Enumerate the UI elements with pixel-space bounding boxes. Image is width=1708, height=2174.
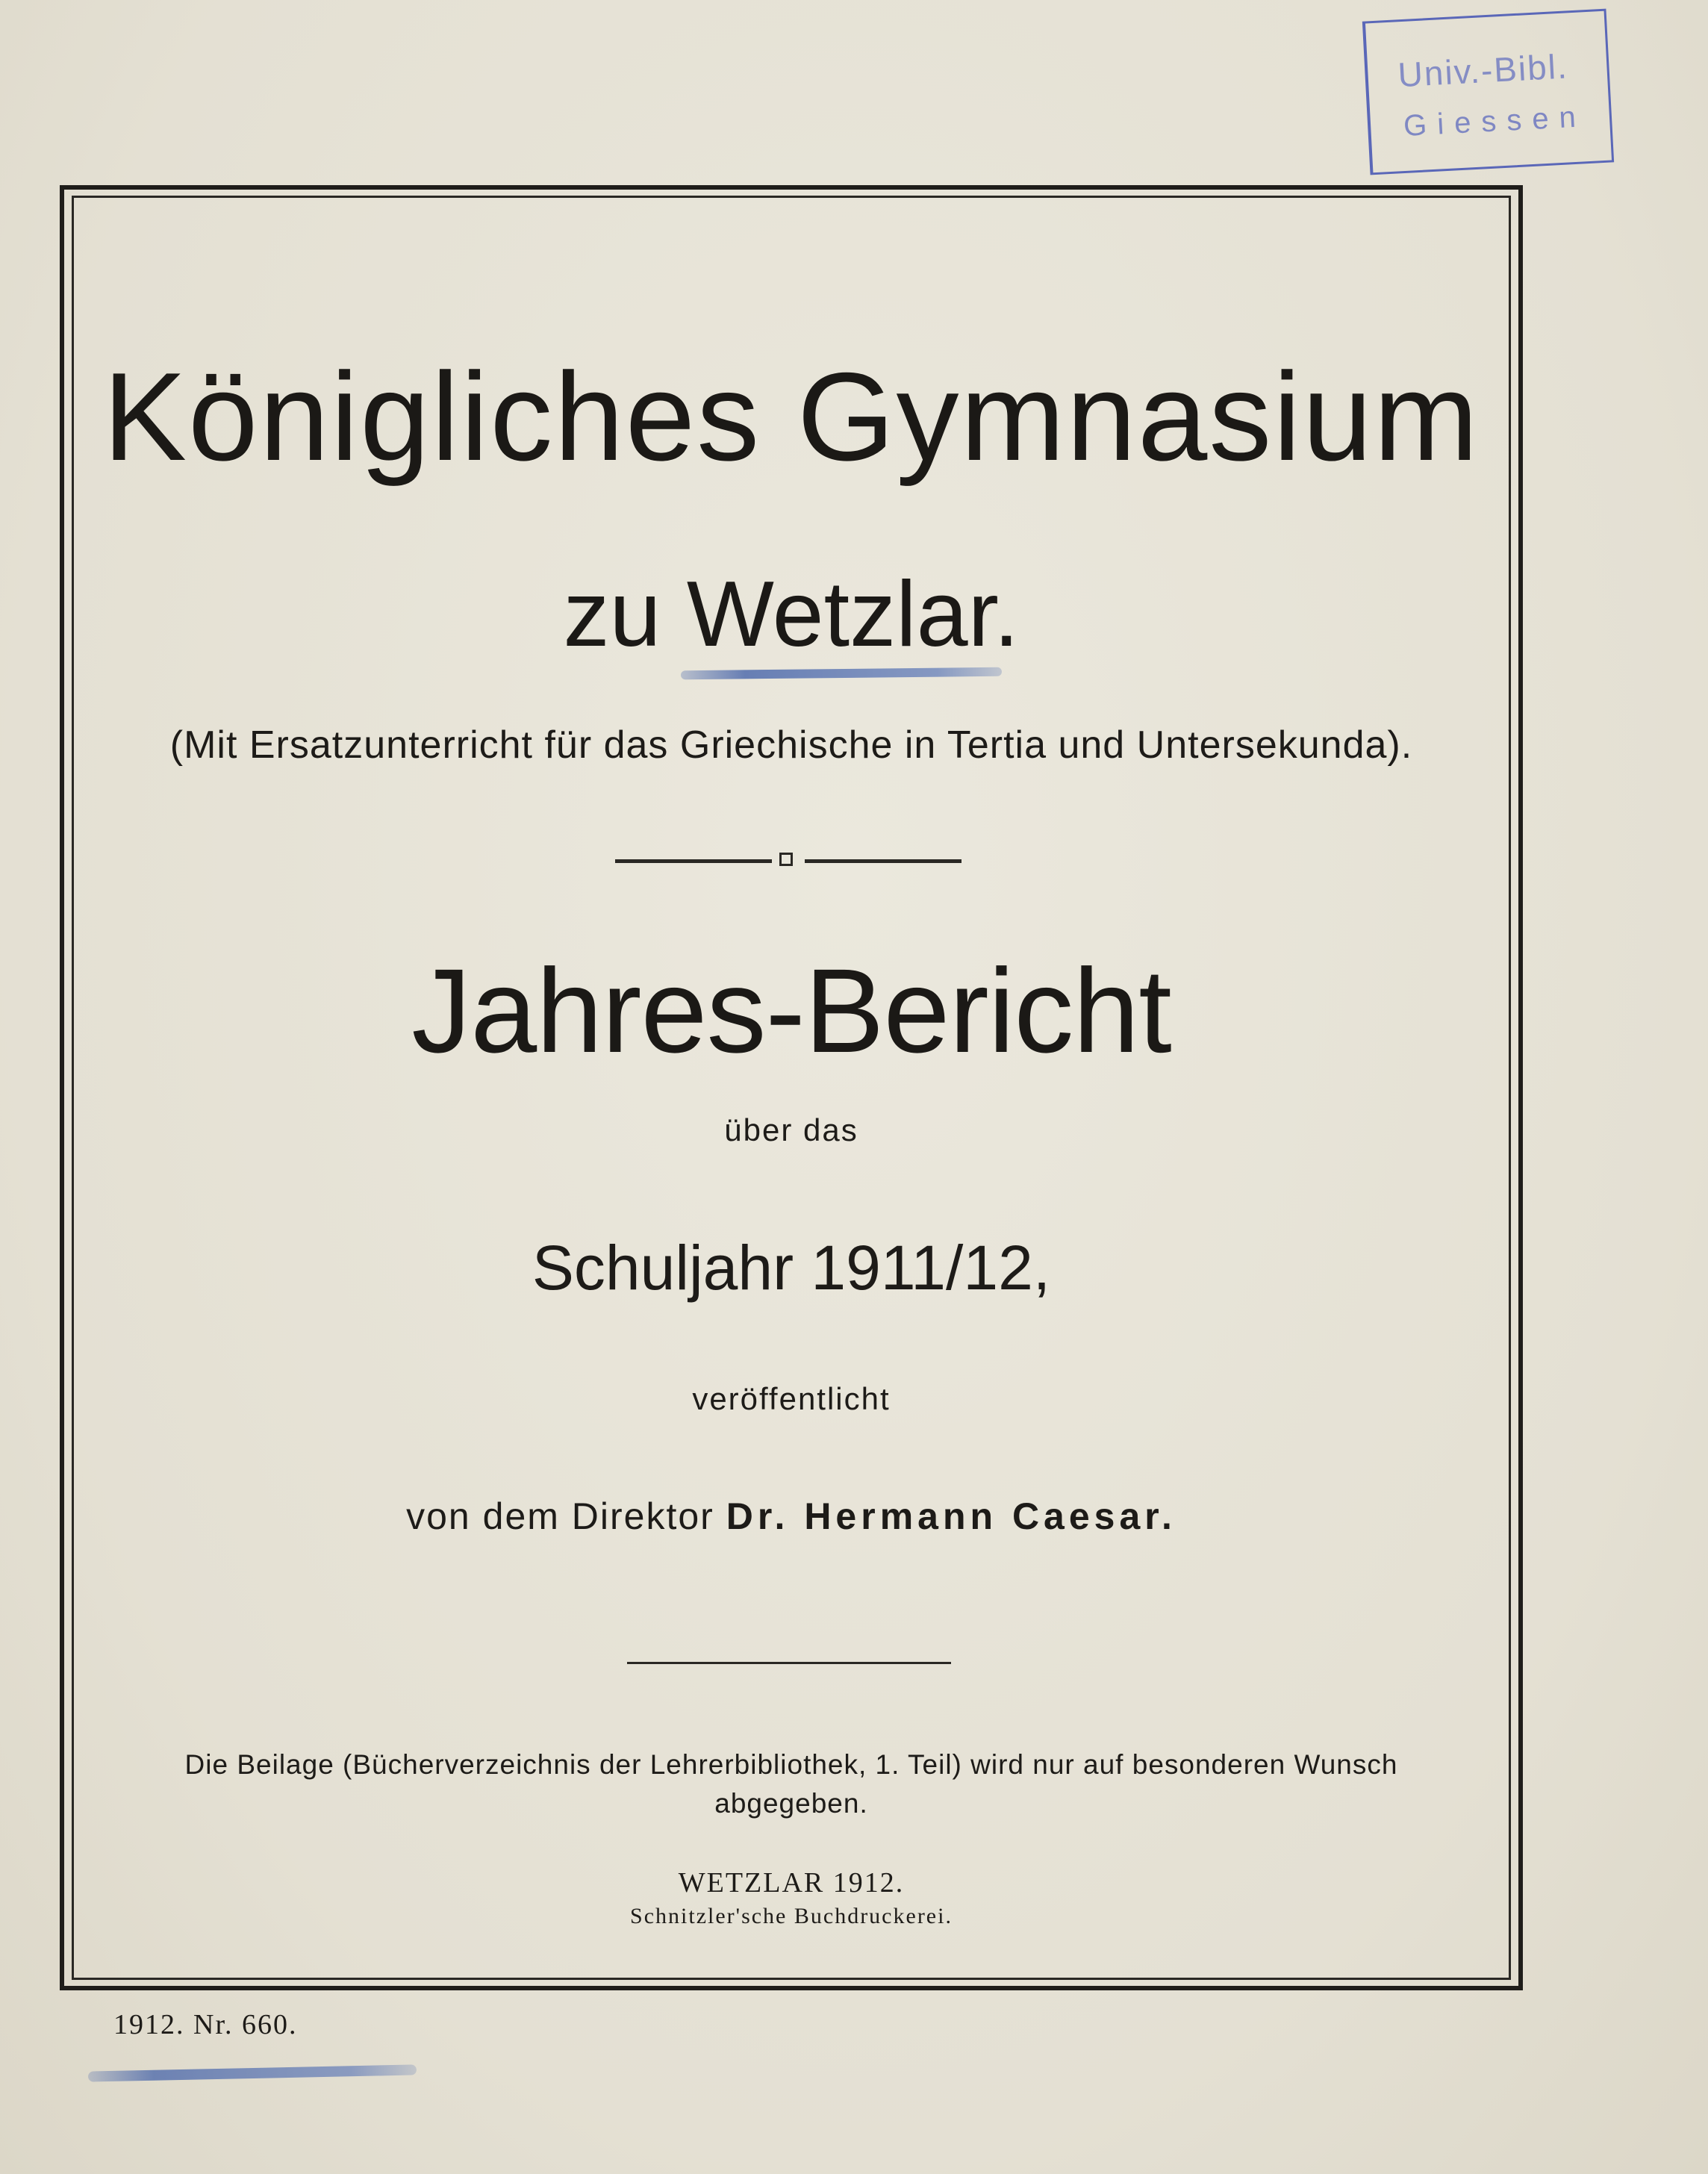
school-subtitle: (Mit Ersatzunterricht für das Griechische in Tertia und Untersekunda). <box>169 723 1413 767</box>
ornament-divider <box>615 853 961 870</box>
report-published: veröffentlicht <box>692 1381 891 1416</box>
school-year: Schuljahr 1911/12, <box>532 1233 1051 1303</box>
director-prefix: von dem Direktor <box>406 1495 714 1537</box>
horizontal-rule <box>627 1662 951 1664</box>
imprint-printer: Schnitzler'sche Buchdruckerei. <box>630 1904 953 1928</box>
school-title: Königliches Gymnasium <box>102 346 1480 487</box>
stamp-line-2: Giessen <box>1403 100 1587 143</box>
report-heading: Jahres-Bericht <box>411 944 1171 1077</box>
director-name: Dr. Hermann Caesar. <box>726 1495 1176 1537</box>
director-line <box>72 1495 1511 1538</box>
catalog-number: 1912. Nr. 660. <box>113 2009 298 2040</box>
imprint-place-year: WETZLAR 1912. <box>678 1867 905 1899</box>
library-stamp <box>1362 9 1614 175</box>
blue-pencil-mark <box>88 2064 417 2081</box>
school-location: zu Wetzlar. <box>563 563 1020 666</box>
stamp-line-1: Univ.-Bibl. <box>1397 46 1569 95</box>
report-over: über das <box>724 1112 858 1147</box>
supplement-note: Die Beilage (Bücherverzeichnis der Lehrerbibliothek, 1. Teil) wird nur auf besonderen Wunsch abgegeben. <box>184 1749 1398 1819</box>
